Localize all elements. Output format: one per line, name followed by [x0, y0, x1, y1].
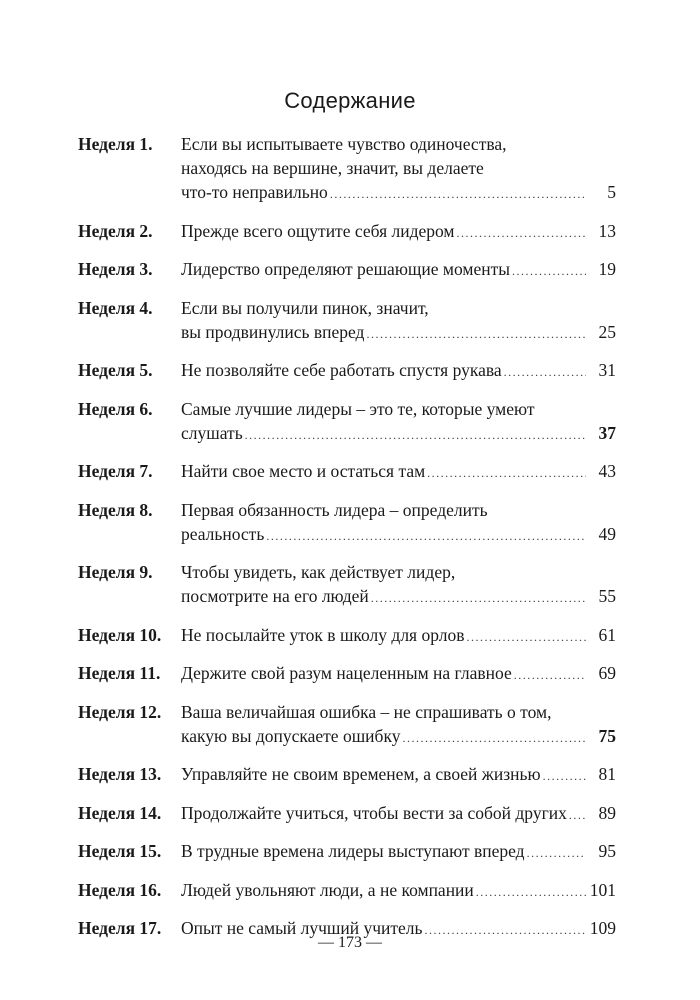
toc-page-number: 75 [598, 725, 616, 746]
toc-title-line: Чтобы увидеть, как действует лидер, [181, 562, 456, 582]
toc-entry [78, 132, 616, 206]
toc-title-last-line [181, 661, 616, 687]
toc-week-label: Неделя 12. [78, 701, 162, 722]
toc-leader-dots [457, 221, 587, 245]
toc-entry-title [181, 459, 616, 485]
toc-entry-title [181, 762, 616, 788]
toc-title-last-line [181, 358, 616, 384]
toc-page-number: 89 [598, 802, 616, 823]
toc-entry [78, 801, 616, 827]
toc-entry-title [181, 801, 616, 827]
toc-title-last-line [181, 801, 616, 827]
toc-week-label: Неделя 9. [78, 562, 153, 582]
toc-title-line: реальность [181, 523, 265, 544]
toc-entry [78, 219, 616, 245]
toc-leader-dots [402, 726, 586, 750]
toc-entry-title [181, 296, 616, 346]
toc-leader-dots [514, 663, 586, 687]
toc-title-line: Продолжайте учиться, чтобы вести за собой других [181, 802, 567, 823]
toc-week-label: Неделя 17. [78, 918, 162, 938]
toc-week-label: Неделя 5. [78, 360, 153, 380]
toc-entry [78, 661, 616, 687]
toc-title-line: Ваша величайшая ошибка – не спрашивать о том, [181, 701, 552, 722]
toc-week-label: Неделя 15. [78, 841, 162, 861]
toc-entry [78, 397, 616, 447]
toc-leader-dots [512, 259, 586, 283]
toc-title-line: Первая обязанность лидера – определить [181, 499, 488, 520]
toc-title-line: посмотрите на его людей [181, 586, 369, 606]
toc-week-label: Неделя 11. [78, 663, 161, 683]
toc-title-last-line [181, 584, 616, 610]
toc-title-line: Не позволяйте себе работать спустя рукава [181, 360, 502, 380]
toc-entry [78, 498, 616, 548]
toc-title-line: Если вы получили пинок, значит, [181, 297, 429, 318]
toc-title-line: Найти свое место и остаться там [181, 461, 426, 481]
toc-page-number: 43 [598, 461, 616, 481]
toc-title-line: Управляйте не своим временем, а своей жизнью [181, 764, 541, 784]
toc-week-label: Неделя 7. [78, 461, 153, 481]
toc-title-line: Если вы испытываете чувство одиночества, [181, 134, 507, 154]
toc-entry [78, 296, 616, 346]
toc-week-label: Неделя 16. [78, 879, 162, 900]
toc-title-line: Не посылайте уток в школу для орлов [181, 624, 465, 645]
toc-entry [78, 459, 616, 485]
toc-week-label: Неделя 8. [78, 499, 153, 520]
toc-entry-title [181, 839, 616, 865]
toc-title-line: Прежде всего ощутите себя лидером [181, 220, 455, 241]
toc-leader-dots [543, 764, 586, 788]
toc-page-number: 81 [598, 764, 616, 784]
toc-entry-title [181, 397, 616, 447]
toc-title-line: Лидерство определяют решающие моменты [181, 259, 510, 279]
toc-entry-title [181, 560, 616, 610]
table-of-contents [78, 132, 616, 955]
toc-title-last-line [181, 180, 616, 206]
toc-entry-title [181, 219, 616, 245]
toc-page-number: 55 [598, 586, 616, 606]
toc-entry-title [181, 498, 616, 548]
toc-leader-dots [467, 625, 587, 649]
toc-entry-title [181, 700, 616, 750]
toc-page-number: 37 [598, 422, 616, 443]
toc-entry-title [181, 623, 616, 649]
toc-week-label: Неделя 10. [78, 624, 162, 645]
toc-leader-dots [245, 423, 586, 447]
toc-title-last-line [181, 878, 616, 904]
toc-entry-title [181, 661, 616, 687]
toc-week-label: Неделя 14. [78, 802, 162, 823]
toc-entry-title [181, 257, 616, 283]
toc-page-number: 101 [589, 879, 616, 900]
toc-week-label: Неделя 13. [78, 764, 162, 784]
toc-title-line: Опыт не самый лучший учитель [181, 918, 423, 938]
toc-page-number: 69 [598, 663, 616, 683]
toc-page-number: 109 [589, 918, 616, 938]
toc-entry-title [181, 878, 616, 904]
toc-title-line: находясь на вершине, значит, вы делаете [181, 158, 484, 178]
toc-page-number: 95 [598, 841, 616, 861]
toc-leader-dots [427, 461, 586, 485]
toc-title-line: что-то неправильно [181, 182, 328, 202]
toc-title-last-line [181, 257, 616, 283]
toc-entry [78, 762, 616, 788]
toc-week-label: Неделя 3. [78, 259, 153, 279]
toc-week-label: Неделя 2. [78, 220, 153, 241]
toc-entry-title [181, 132, 616, 206]
toc-entry [78, 623, 616, 649]
toc-title-last-line [181, 839, 616, 865]
toc-title-last-line [181, 421, 616, 447]
toc-entry [78, 560, 616, 610]
toc-title-line: вы продвинулись вперед [181, 321, 365, 342]
toc-title-line: Держите свой разум нацеленным на главное [181, 663, 512, 683]
toc-title-last-line [181, 522, 616, 548]
toc-title-last-line [181, 320, 616, 346]
page-title: Содержание [284, 88, 416, 113]
toc-leader-dots [371, 586, 586, 610]
toc-page-number: 19 [598, 259, 616, 279]
toc-page-number: 13 [598, 220, 616, 241]
toc-title-last-line [181, 762, 616, 788]
toc-entry [78, 358, 616, 384]
toc-title-last-line [181, 623, 616, 649]
toc-page-number: 31 [598, 360, 616, 380]
toc-leader-dots [504, 360, 586, 384]
toc-entry [78, 257, 616, 283]
toc-leader-dots [366, 322, 586, 346]
toc-entry [78, 878, 616, 904]
toc-entry-title [181, 358, 616, 384]
toc-leader-dots [476, 880, 586, 904]
toc-title-line: какую вы допускаете ошибку [181, 725, 401, 746]
toc-page-number: 25 [598, 321, 616, 342]
toc-entry [78, 839, 616, 865]
toc-leader-dots [266, 524, 586, 548]
toc-leader-dots [569, 803, 586, 827]
toc-title-last-line [181, 724, 616, 750]
toc-title-line: Людей увольняют люди, а не компании [181, 879, 474, 900]
toc-week-label: Неделя 4. [78, 297, 153, 318]
toc-page-number: 61 [598, 624, 616, 645]
toc-title-line: Самые лучшие лидеры – это те, которые умеют [181, 398, 535, 419]
toc-week-label: Неделя 6. [78, 398, 153, 419]
toc-title-last-line [181, 219, 616, 245]
toc-leader-dots [527, 841, 586, 865]
toc-title-line: В трудные времена лидеры выступают вперед [181, 841, 525, 861]
toc-title-line: слушать [181, 422, 243, 443]
toc-page-number: 5 [607, 182, 616, 202]
toc-entry [78, 700, 616, 750]
page-number: — 173 — [318, 934, 382, 951]
toc-leader-dots [330, 182, 586, 206]
toc-week-label: Неделя 1. [78, 134, 153, 154]
toc-page-number: 49 [598, 523, 616, 544]
toc-title-last-line [181, 459, 616, 485]
